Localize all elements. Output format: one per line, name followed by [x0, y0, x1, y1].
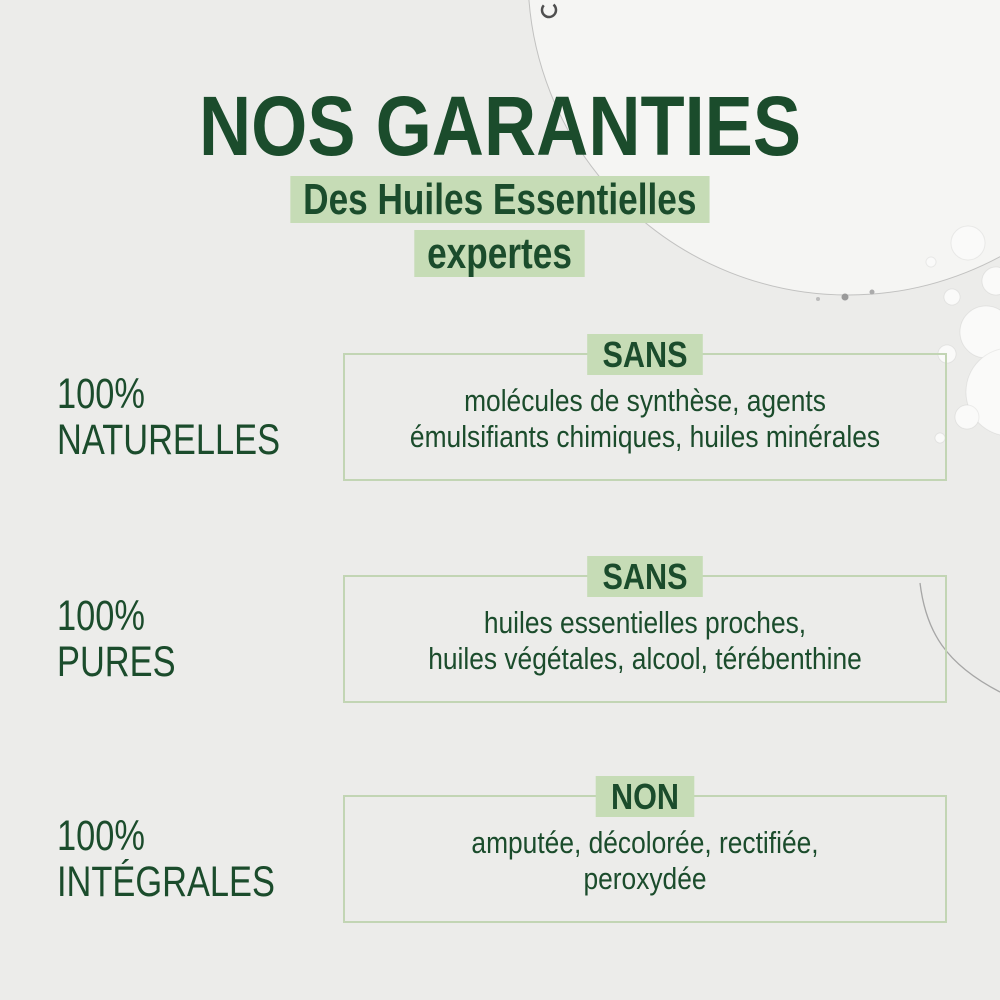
- label-name: NATURELLES: [57, 416, 281, 464]
- exclusion-line-1: huiles essentielles proches,: [483, 605, 807, 640]
- guarantee-box-naturelles: [57, 334, 947, 481]
- page-title: NOS GARANTIES: [198, 79, 802, 173]
- label-percent: 100%: [57, 812, 145, 860]
- exclusion-line-2: peroxydée: [583, 861, 707, 896]
- subtitle-highlight-2: expertes: [415, 230, 585, 277]
- exclusion-line-1: molécules de synthèse, agents: [464, 383, 826, 418]
- guarantee-label-pures: [57, 593, 337, 685]
- guarantee-box-integrales: [57, 776, 947, 923]
- exclusion-badge-sans-1: SANS: [587, 334, 703, 375]
- exclusion-line-1: amputée, décolorée, rectifiée,: [471, 825, 819, 860]
- guarantee-label-naturelles: [57, 371, 337, 463]
- label-name: INTÉGRALES: [57, 858, 275, 906]
- label-name: PURES: [57, 638, 176, 686]
- subtitle-highlight-1: Des Huiles Essentielles: [291, 176, 710, 223]
- exclusion-badge-sans-2: SANS: [587, 556, 703, 597]
- exclusion-badge-non: NON: [596, 776, 695, 817]
- guarantee-box-pures: [57, 556, 947, 703]
- guarantee-label-integrales: [57, 813, 337, 905]
- exclusion-line-2: émulsifiants chimiques, huiles minérales: [409, 419, 881, 454]
- label-percent: 100%: [57, 370, 145, 418]
- label-percent: 100%: [57, 592, 145, 640]
- exclusion-line-2: huiles végétales, alcool, térébenthine: [428, 641, 862, 676]
